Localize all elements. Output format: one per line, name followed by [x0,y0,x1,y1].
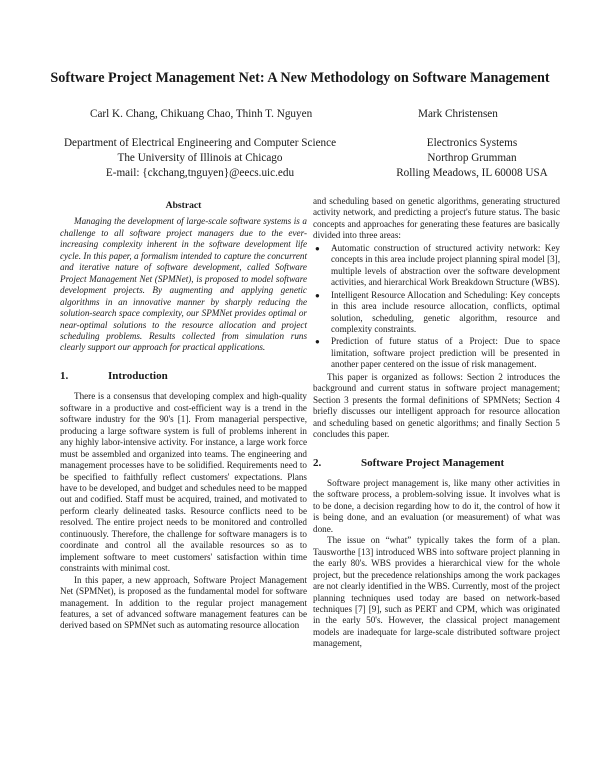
affiliation-left-line: The University of Illinois at Chicago [117,152,283,164]
section-number: 2. [313,456,322,469]
section-number: 1. [60,369,69,382]
affiliation-right [372,136,572,181]
paragraph: The issue on “what” typically takes the form of a plan. Tausworthe [13] introduced WBS into software project planning in the early 80's. WBS provides a hierarchical view for the whole project, but the precedence relationships among the work packages are not clearly identified in the WBS. Currently, most of the project planning techniques used today are based on network-based techniques [7] [9], such as PERT and CPM, which was originated in the early 50's. However, the classical project management models are inadequate for large-scale distributed software project management, [313,535,560,649]
affiliation-right-line: Electronics Systems [426,137,518,149]
authors-left: Carl K. Chang, Chikuang Chao, Thinh T. Nguyen [90,108,313,120]
list-item-text: Intelligent Resource Allocation and Scheduling: Key concepts in this area include resource allocation, conflicts, optimal solution, scheduling, genetic algorithm, resource and complexity constraints. [331,289,560,334]
list-item [313,336,560,370]
section-title: Introduction [108,369,168,382]
paragraph: There is a consensus that developing complex and high-quality software in a productive and cost-efficient way is a trend in the software industry for the 90's [1]. From managerial perspective, producing a large software system is full of problems inherent in any highly labor-intensive activity. For instance, a large work force must be assembled and organized into teams. The engineering and management processes have to be solidified. Requirements need to be specified to faithfully reflect customers' expectations. Plans have to be developed, and budget and schedules need to be mapped out and codified. Staff must be acquired, trained, and motivated to perform clearly delineated tasks. Resource conflicts need to be resolved. The entire project needs to be monitored and controlled continuously. Therefore, the challenge for software managers is to coordinate and control all the available resources so as to implement software to meet customers' satisfaction within time constraints with minimal cost. [60,391,307,574]
bullet-icon: ● [315,337,320,347]
affiliation-left-line: E-mail: {ckchang,tnguyen}@eecs.uic.edu [105,167,295,179]
affiliation-left-line: Department of Electrical Engineering and Computer Science [63,137,337,149]
bullet-icon: ● [315,290,320,300]
feature-list [313,243,560,371]
list-item [313,243,560,289]
affiliation-right-line: Northrop Grumman [427,152,517,164]
authors-right: Mark Christensen [418,108,498,120]
list-item-text: Prediction of future status of a Project: Due to space limitation, software project prediction will be presented in another paper centered on the issue of risk management. [331,336,560,370]
section-1-heading [60,371,307,382]
right-column [313,196,560,650]
paper-title: Software Project Management Net: A New Methodology on Software Management [50,70,550,86]
paragraph: In this paper, a new approach, Software Project Management Net (SPMNet), is proposed as the fundamental model for software management. In addition to the regular project management features, a set of advanced software management features can be derived based on SPMNet such as automating resource allocation [60,574,307,631]
section-2-heading [313,458,560,469]
affiliation-right-line: Rolling Meadows, IL 60008 USA [396,167,548,179]
list-item-text: Automatic construction of structured activity network: Key concepts in this area include project planning spiral model [3], multiple levels of abstraction over the software development activities, and hierarchical Work Breakdown Structure (WBS). [331,242,560,288]
section-title: Software Project Management [361,456,505,469]
list-item [313,290,560,336]
left-column [60,194,307,632]
affiliation-left [50,136,350,181]
abstract-heading: Abstract [165,200,202,211]
paragraph: This paper is organized as follows: Section 2 introduces the background and current status in software project management; Section 3 presents the formal definitions of SPMNets; Section 4 briefly discusses our intelligent approach for resource allocation and scheduling based on genetic algorithms; and finally Section 5 concludes this paper. [313,371,560,440]
abstract-text: Managing the development of large-scale software systems is a challenge to all software project managers due to the ever-increasing complexity inherent in the software development life cycle. In this paper, a formalism intended to capture the concurrent and iterative nature of software development, called Software Project Management Net (SPMNet), is proposed to model software development projects. By augmenting and applying genetic algorithms in an innovative manner by sharply reducing the solution-search space complexity, our SPMNet provides optimal or near-optimal solutions to the resource allocation and project scheduling problems. Results collected from simulation runs clearly support our approach for practical applications. [60,216,307,353]
paragraph: Software project management is, like many other activities in the software process, a problem-solving issue. It involves what is to be done, a decision regarding how to do it, the control of how it is being done, and an evaluation (or measurement) of what was done. [313,477,560,534]
bullet-icon: ● [315,243,320,253]
paragraph: and scheduling based on genetic algorithms, generating structured activity network, and predicting a project's future status. The basic concepts and approaches for generating these features are basically divided into three areas: [313,196,560,241]
